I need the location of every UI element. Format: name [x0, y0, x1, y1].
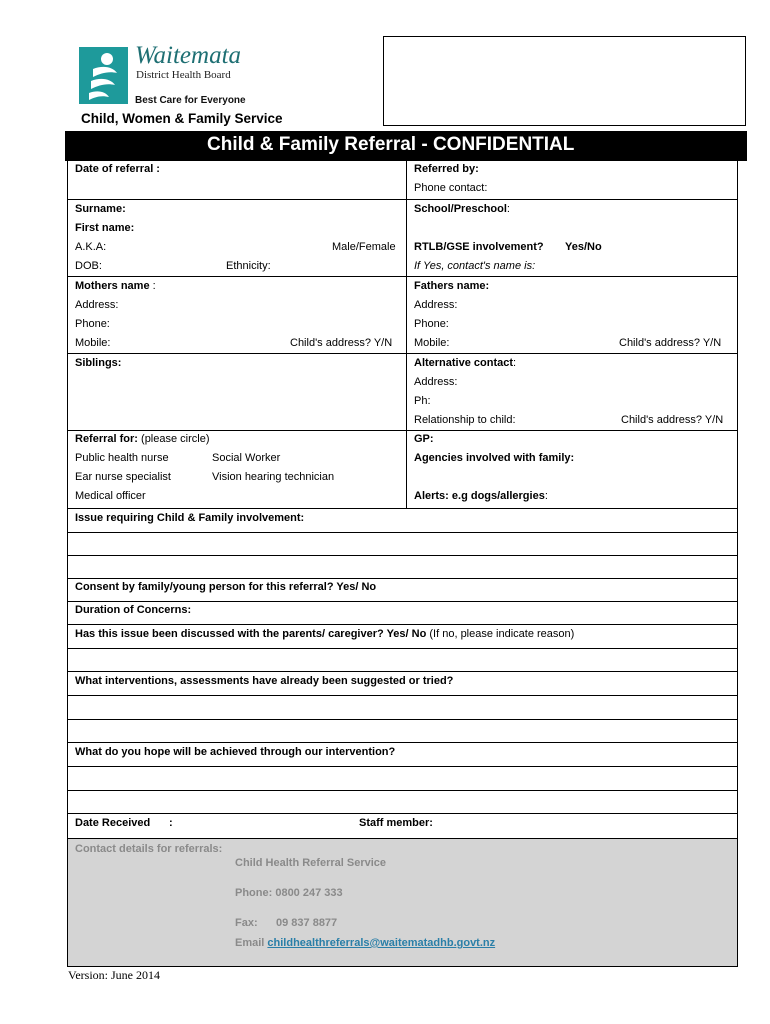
mother-address-label: Address:: [75, 299, 119, 311]
referred-by-label: Referred by:: [414, 163, 479, 175]
logo-mark: [79, 47, 128, 104]
surname-label: Surname:: [75, 203, 126, 215]
dob-label: DOB:: [75, 260, 102, 272]
divider: [67, 742, 738, 743]
page-title: Child & Family Referral - CONFIDENTIAL: [207, 134, 575, 155]
divider: [67, 648, 738, 649]
school-preschool-colon: :: [506, 203, 510, 215]
mothers-name-text: Mothers name: [75, 280, 150, 292]
divider: [67, 555, 738, 556]
phone-contact-label: Phone contact:: [414, 182, 488, 194]
option-public-health-nurse: Public health nurse: [75, 452, 169, 464]
divider: [67, 790, 738, 791]
option-vision-hearing: Vision hearing technician: [212, 471, 335, 483]
divider: [67, 624, 738, 625]
divider: [67, 199, 738, 200]
divider: [67, 695, 738, 696]
divider: [67, 276, 738, 277]
contact-email-row: [235, 937, 495, 949]
hope-label: What do you hope will be achieved through our intervention?: [75, 746, 396, 758]
contact-email-label: Email: [235, 937, 268, 949]
rtlb-label: RTLB/GSE involvement?: [414, 241, 544, 253]
option-medical-officer: Medical officer: [75, 490, 146, 502]
divider: [67, 353, 738, 354]
aka-label: A.K.A:: [75, 241, 107, 253]
referral-for-label: [75, 432, 210, 446]
alternative-contact-colon: :: [513, 357, 517, 369]
father-phone-label: Phone:: [414, 318, 449, 330]
father-childs-address: Child's address? Y/N: [619, 337, 722, 349]
divider: [67, 532, 738, 533]
father-address-label: Address:: [414, 299, 458, 311]
contact-email-link[interactable]: childhealthreferrals@waitematadhb.govt.nz: [267, 937, 496, 949]
divider: [67, 578, 738, 579]
relationship-label: Relationship to child:: [414, 414, 516, 426]
contact-fax-value: 09 837 8877: [276, 917, 338, 929]
date-received-label: Date Received: [75, 817, 151, 829]
ethnicity-label: Ethnicity:: [226, 260, 271, 272]
if-yes-label: If Yes, contact's name is:: [414, 260, 536, 272]
gp-label: GP:: [414, 433, 434, 445]
duration-label: Duration of Concerns:: [75, 604, 192, 616]
school-preschool-label: [414, 202, 510, 216]
contact-fax-label: Fax:: [235, 917, 258, 929]
org-name: Waitemata: [135, 42, 242, 69]
discussed-text: Has this issue been discussed with the parents/ caregiver? Yes/ No: [75, 628, 427, 640]
option-social-worker: Social Worker: [212, 452, 281, 464]
interventions-label: What interventions, assessments have already been suggested or tried?: [75, 675, 454, 687]
divider: [67, 601, 738, 602]
alt-address-label: Address:: [414, 376, 458, 388]
alternative-contact-text: Alternative contact: [414, 357, 514, 369]
alerts-text: Alerts: e.g dogs/allergies: [414, 490, 545, 502]
column-divider: [406, 161, 407, 508]
divider: [67, 671, 738, 672]
divider: [67, 719, 738, 720]
siblings-label: Siblings:: [75, 357, 122, 369]
option-ear-nurse: Ear nurse specialist: [75, 471, 171, 483]
referral-for-text: Referral for:: [75, 433, 138, 445]
date-received-colon: :: [169, 817, 173, 829]
agencies-label: Agencies involved with family:: [414, 452, 575, 464]
mothers-name-colon: :: [149, 280, 156, 292]
alt-childs-address: Child's address? Y/N: [621, 414, 724, 426]
contact-heading: Contact details for referrals:: [75, 843, 223, 855]
discussed-note: (If no, please indicate reason): [426, 628, 575, 640]
date-of-referral-label: Date of referral :: [75, 163, 160, 175]
contact-service: Child Health Referral Service: [235, 857, 387, 869]
mother-childs-address: Child's address? Y/N: [290, 337, 393, 349]
mother-mobile-label: Mobile:: [75, 337, 111, 349]
divider: [67, 508, 738, 509]
divider: [67, 813, 738, 814]
figure-icon: [79, 47, 128, 104]
fathers-name-label: Fathers name:: [414, 280, 490, 292]
father-mobile-label: Mobile:: [414, 337, 450, 349]
service-name: Child, Women & Family Service: [81, 111, 283, 126]
staff-member-label: Staff member:: [359, 817, 433, 829]
rtlb-yes-no: Yes/No: [565, 241, 602, 253]
org-tagline: Best Care for Everyone: [135, 95, 246, 106]
divider: [67, 766, 738, 767]
stamp-box: [383, 36, 746, 126]
mothers-name-label: [75, 279, 156, 293]
male-female-label: Male/Female: [332, 241, 396, 253]
version-label: Version: June 2014: [68, 968, 160, 982]
divider: [67, 430, 738, 431]
consent-label: Consent by family/young person for this referral? Yes/ No: [75, 581, 377, 593]
referral-form: [67, 161, 738, 839]
school-preschool-text: School/Preschool: [414, 203, 507, 215]
please-circle-text: (please circle): [137, 433, 210, 445]
issue-label: Issue requiring Child & Family involvement:: [75, 512, 305, 524]
alerts-colon: :: [544, 490, 548, 502]
discussed-label: [75, 627, 574, 641]
alternative-contact-label: [414, 356, 516, 370]
first-name-label: First name:: [75, 222, 135, 234]
contact-phone: Phone: 0800 247 333: [235, 887, 343, 899]
org-subtitle: District Health Board: [136, 69, 231, 81]
alerts-label: [414, 489, 548, 503]
mother-phone-label: Phone:: [75, 318, 110, 330]
alt-ph-label: Ph:: [414, 395, 431, 407]
